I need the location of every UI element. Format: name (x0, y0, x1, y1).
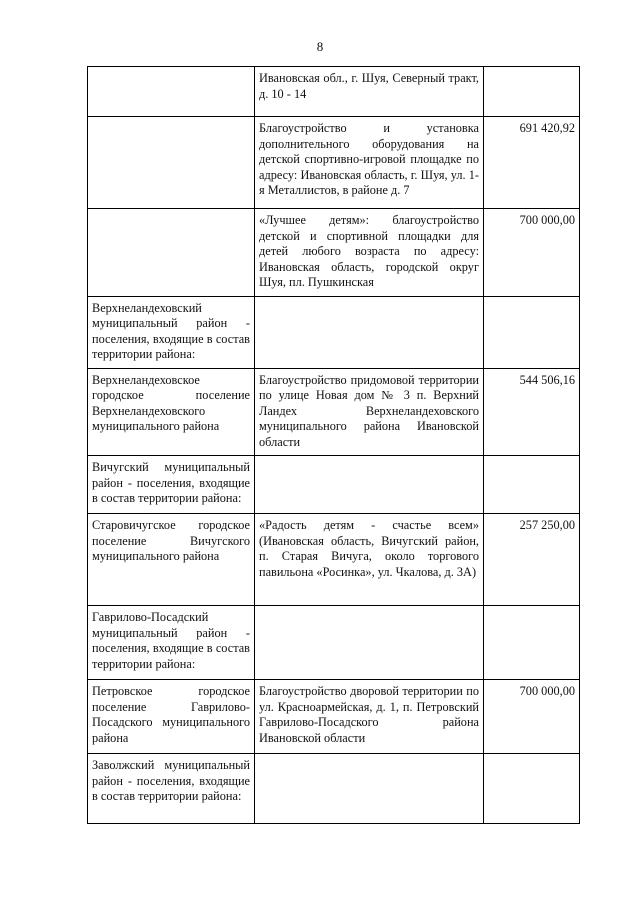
subsidy-table (87, 66, 580, 824)
district-cell: Верхнеландеховское городское поселение Верхнеландеховского муниципального района (88, 368, 255, 456)
amount-cell (484, 456, 580, 514)
table-row (88, 754, 580, 824)
district-cell (88, 117, 255, 209)
object-cell: Благоустройство придомовой территории по улице Новая дом № 3 п. Верхний Ландех Верхнеландеховского муниципального района Ивановской области (255, 368, 484, 456)
amount-cell: 544 506,16 (484, 368, 580, 456)
table-row (88, 209, 580, 297)
amount-cell: 700 000,00 (484, 209, 580, 297)
amount-cell (484, 754, 580, 824)
table-row (88, 117, 580, 209)
table-body (88, 67, 580, 824)
object-cell: Благоустройство дворовой территории по ул. Красноармейская, д. 1, п. Петровский Гаврилово-Посадского района Ивановской области (255, 680, 484, 754)
table-row (88, 456, 580, 514)
district-cell: Вичугский муниципальный район - поселения, входящие в состав территории района: (88, 456, 255, 514)
district-cell: Гаврилово-Посадский муниципальный район - поселения, входящие в состав территории района: (88, 606, 255, 680)
object-cell: «Радость детям - счастье всем» (Ивановская область, Вичугский район, п. Старая Вичуга, около торгового павильона «Росинка», ул. Чкалова, д. 3А) (255, 514, 484, 606)
district-cell (88, 67, 255, 117)
table-row (88, 368, 580, 456)
object-cell: Ивановская обл., г. Шуя, Северный тракт, д. 10 - 14 (255, 67, 484, 117)
district-cell: Петровское городское поселение Гаврилово-Посадского муниципального района (88, 680, 255, 754)
object-cell: «Лучшее детям»: благоустройство детской и спортивной площадки для детей любого возраста по адресу: Ивановская область, городской округ Шуя, пл. Пушкинская (255, 209, 484, 297)
district-cell: Старовичугское городское поселение Вичугского муниципального района (88, 514, 255, 606)
amount-cell (484, 296, 580, 368)
table-row (88, 296, 580, 368)
table-row (88, 680, 580, 754)
object-cell (255, 296, 484, 368)
district-cell: Заволжский муниципальный район - поселения, входящие в состав территории района: (88, 754, 255, 824)
object-cell (255, 606, 484, 680)
amount-cell: 700 000,00 (484, 680, 580, 754)
object-cell: Благоустройство и установка дополнительного оборудования на детской спортивно-игровой площадке по адресу: Ивановская область, г. Шуя, ул. 1-я Металлистов, в районе д. 7 (255, 117, 484, 209)
object-cell (255, 754, 484, 824)
object-cell (255, 456, 484, 514)
table-row (88, 606, 580, 680)
table-row (88, 514, 580, 606)
district-cell: Верхнеландеховский муниципальный район - поселения, входящие в состав территории района: (88, 296, 255, 368)
amount-cell: 257 250,00 (484, 514, 580, 606)
page-number: 8 (316, 39, 324, 54)
district-cell (88, 209, 255, 297)
amount-cell: 691 420,92 (484, 117, 580, 209)
amount-cell (484, 67, 580, 117)
table-row (88, 67, 580, 117)
amount-cell (484, 606, 580, 680)
